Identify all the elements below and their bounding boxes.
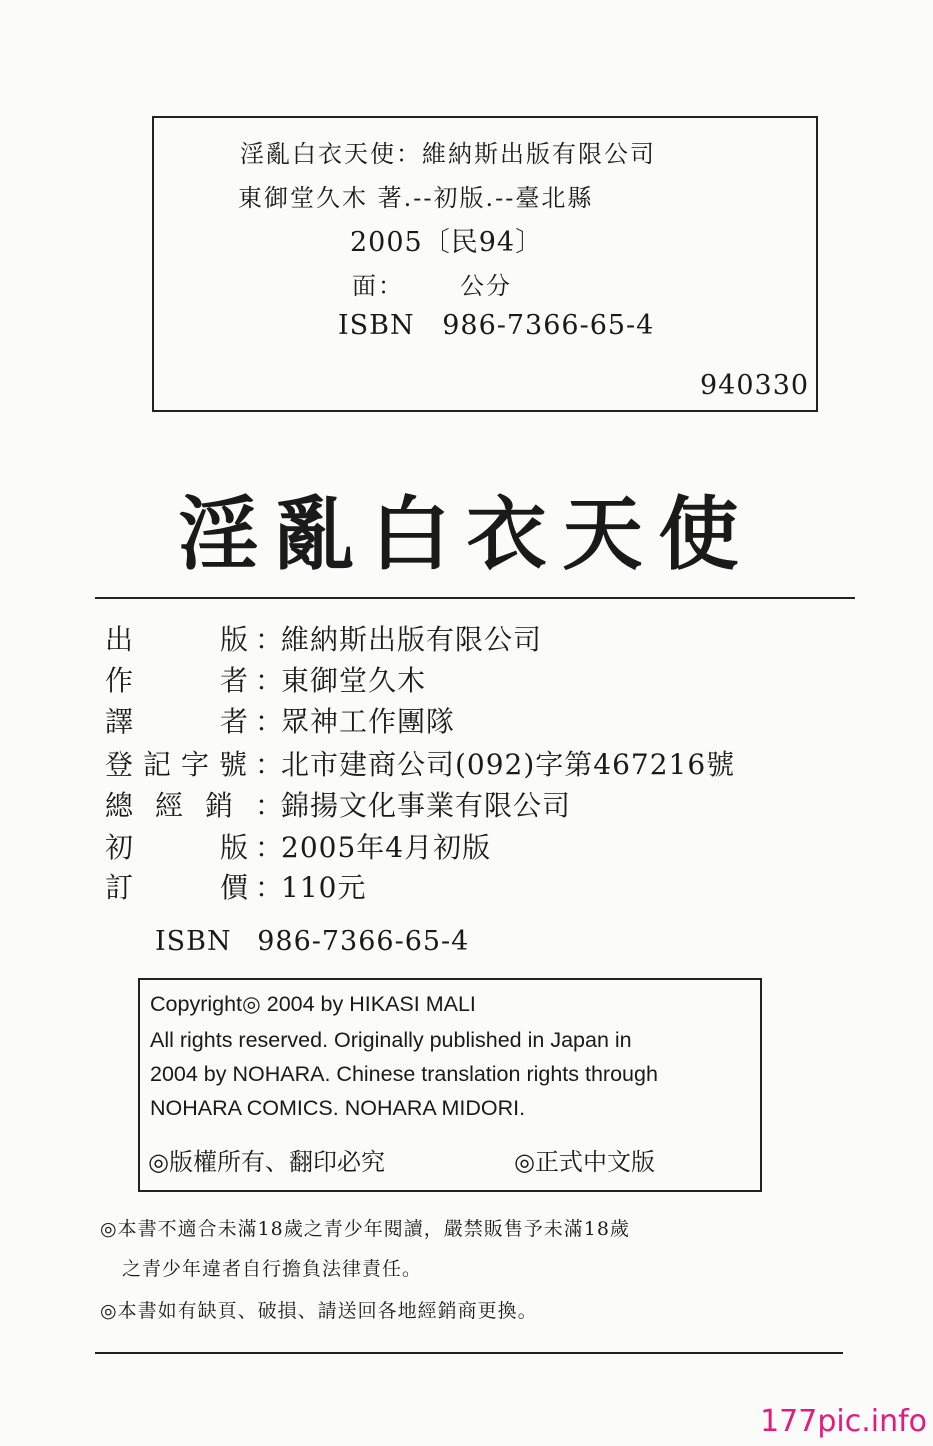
colophon-label-char: 總 <box>105 789 134 822</box>
colophon-colon: ： <box>255 748 284 781</box>
cip-line-author: 東御堂久木 著.--初版.--臺北縣 <box>238 184 594 212</box>
cataloging-box <box>152 116 818 412</box>
copyright-line: 2004 by NOHARA. Chinese translation rights through <box>150 1062 658 1086</box>
age-warning-note: ◎本書不適合未滿18歲之青少年閱讀，嚴禁販售予未滿18歲 <box>100 1218 630 1240</box>
cip-line-title: 淫亂白衣天使：維納斯出版有限公司 <box>240 140 656 168</box>
cip-line-year: 2005〔民94〕 <box>350 227 544 258</box>
colophon-value: 眾神工作團隊 <box>281 705 456 738</box>
colophon-label-char: 銷 <box>205 789 234 822</box>
colophon-colon: ： <box>255 789 284 822</box>
book-title: 淫亂白衣天使 <box>178 488 755 581</box>
colophon-label-char: 號 <box>219 748 248 781</box>
copyright-line: NOHARA COMICS. NOHARA MIDORI. <box>150 1096 526 1120</box>
colophon-label-char: 版 <box>220 831 249 864</box>
colophon-colon: ： <box>255 871 284 904</box>
cip-unit: 公分 <box>460 272 512 300</box>
cip-isbn: ISBN 986-7366-65-4 <box>338 310 655 341</box>
colophon-label-char: 版 <box>220 623 249 656</box>
colophon-label-char: 經 <box>155 789 184 822</box>
age-warning-note-cont: 之青少年違者自行擔負法律責任。 <box>122 1258 423 1280</box>
rights-reserved-note: ◎版權所有、翻印必究 <box>148 1148 385 1176</box>
colophon-label-char: 字 <box>181 748 210 781</box>
copyright-box <box>138 978 762 1192</box>
colophon-colon: ： <box>255 705 284 738</box>
isbn-line: ISBN 986-7366-65-4 <box>155 926 470 957</box>
official-edition-note: ◎正式中文版 <box>514 1148 655 1176</box>
colophon-label-char: 訂 <box>105 871 134 904</box>
colophon-label-char: 者 <box>220 705 249 738</box>
colophon-label-char: 價 <box>220 871 249 904</box>
copyright-line: All rights reserved. Originally published in Japan in <box>150 1028 632 1052</box>
colophon-value: 錦揚文化事業有限公司 <box>281 789 572 822</box>
colophon-value: 110元 <box>281 871 367 904</box>
colophon-value: 維納斯出版有限公司 <box>281 623 543 656</box>
colophon-label-char: 者 <box>220 664 249 697</box>
colophon-value: 2005年4月初版 <box>281 831 492 864</box>
colophon-colon: ： <box>255 664 284 697</box>
colophon-label-char: 登 <box>105 748 134 781</box>
bottom-divider <box>95 1352 843 1354</box>
colophon-colon: ： <box>255 623 284 656</box>
colophon-label-char: 初 <box>105 831 134 864</box>
defect-exchange-note: ◎本書如有缺頁、破損、請送回各地經銷商更換。 <box>100 1300 538 1322</box>
colophon-label-char: 出 <box>105 623 134 656</box>
colophon-value: 北市建商公司(092)字第467216號 <box>281 748 736 781</box>
colophon-colon: ： <box>255 831 284 864</box>
cip-code: 940330 <box>700 370 810 401</box>
watermark: 177pic.info <box>760 1404 927 1439</box>
colophon-label-char: 作 <box>105 664 134 697</box>
copyright-line: Copyright◎ 2004 by HIKASI MALI <box>150 992 476 1016</box>
colophon-label-char: 記 <box>143 748 172 781</box>
colophon-value: 東御堂久木 <box>281 664 427 697</box>
cip-face: 面： <box>352 272 404 300</box>
top-divider <box>95 597 855 599</box>
colophon-label-char: 譯 <box>105 705 134 738</box>
